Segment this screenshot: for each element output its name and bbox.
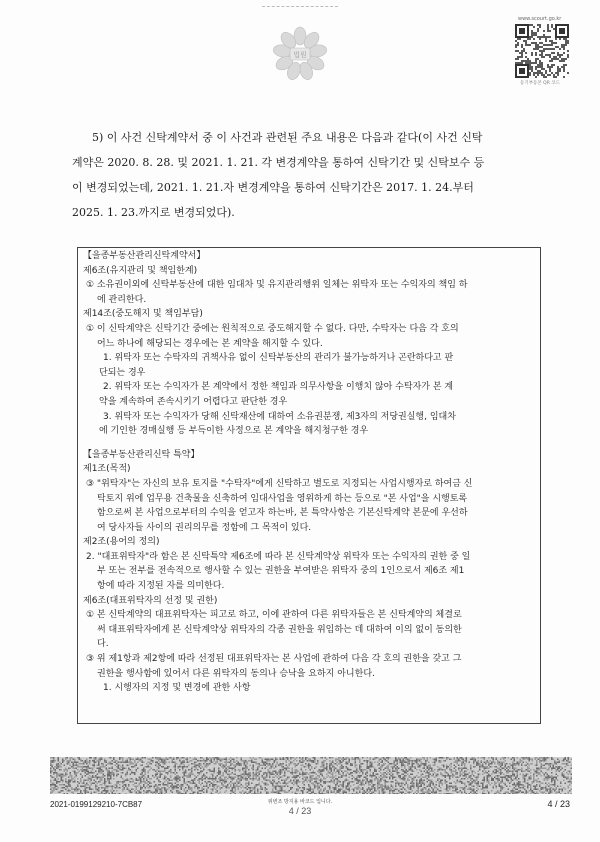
excerpt-line: 에 관리한다.: [97, 294, 147, 305]
excerpt-line: ① 본 신탁계약의 대표위탁자는 피고로 하고, 이에 관하여 다른 위탁자들은 본 신탁계약의 체결로: [86, 610, 462, 621]
excerpt-line: 탁토지 위에 업무용 건축물을 신축하여 임대사업을 영위하게 하는 등으로 "본 사업"을 시행토록: [97, 493, 468, 504]
contract-excerpt-box: [77, 247, 541, 724]
excerpt-line: 1. 위탁자 또는 수탁자의 귀책사유 없이 신탁부동산의 관리가 불가능하거나 곤란하다고 판: [103, 353, 454, 364]
document-id: 2021-0199129210-7CB87: [50, 800, 143, 809]
excerpt-line: 제2조(용어의 정의): [83, 537, 160, 548]
excerpt-line: 2. "대표위탁자"라 함은 본 신탁특약 제6조에 따라 본 신탁계약상 위탁자 또는 수익자의 권한 중 일: [86, 551, 471, 562]
excerpt-line: ③ "위탁자"는 자신의 보유 토지를 "수탁자"에게 신탁하고 별도로 지정되는 사업시행자로 하여금 신: [86, 478, 473, 489]
excerpt-line: 단되는 경우: [99, 367, 146, 378]
section-heading: 【을종부동산관리신탁계약서】: [83, 251, 206, 261]
excerpt-line: 여 당사자들 사이의 권리의무를 정함에 그 목적이 있다.: [97, 522, 312, 533]
excerpt-line: 3. 위탁자 또는 수익자가 당해 신탁재산에 대하여 소유권분쟁, 제3자의 저당권실행, 임대차: [103, 411, 456, 422]
paragraph-line: 2025. 1. 23.까지로 변경되었다).: [72, 206, 235, 219]
paragraph-line: 이 변경되었는데, 2021. 1. 21.자 변경계약을 통하여 신탁기간은 2017. 1. 24.부터: [72, 181, 474, 194]
excerpt-line: ① 소유권이외에 신탁부동산에 대한 임대차 및 유지관리행위 일체는 위탁자 또는 수익자의 책임 하: [86, 280, 468, 291]
top-edge-mark: [262, 6, 338, 7]
paragraph-line-text: 5) 이 사건 신탁계약서 중 이 사건과 관련된 주요 내용은 다음과 같다(이 사건 신탁: [92, 131, 483, 144]
qr-caption: 등기부등본 QR 코드: [520, 81, 560, 86]
excerpt-line: 항에 따라 지정된 자를 의미한다.: [97, 581, 225, 592]
excerpt-line: 에 기인한 경매실행 등 부득이한 사정으로 본 계약을 해지청구한 경우: [99, 426, 369, 437]
excerpt-line: 써 대표위탁자에게 본 신탁계약상 위탁자의 각종 권한을 위임하는 데 대하여 이의 없이 동의한: [97, 624, 462, 635]
excerpt-line: ① 이 신탁계약은 신탁기간 중에는 원칙적으로 중도해지할 수 없다. 다만, 수탁자는 다음 각 호의: [86, 323, 459, 334]
excerpt-line: ③ 위 제1항과 제2항에 따라 선정된 대표위탁자는 본 사업에 관하여 다음 각 호의 권한을 갖고 그: [86, 654, 462, 665]
excerpt-line: 부 또는 전부를 전속적으로 행사할 수 있는 권한을 부여받은 위탁자 중의 1인으로서 제6조 제1: [97, 566, 465, 577]
body-paragraph: [72, 125, 548, 225]
qr-code: [515, 24, 569, 78]
center-page-number: 4 / 23: [288, 806, 312, 816]
anti-forgery-barcode: [50, 757, 572, 794]
excerpt-line: 약을 계속하여 존속시키기 어렵다고 판단한 경우: [99, 396, 288, 407]
section-heading: 【을종부동산관리신탁 특약】: [83, 449, 200, 460]
court-emblem-icon: [268, 24, 332, 84]
page-number: 4 / 23: [547, 799, 570, 809]
excerpt-line: 제6조(유지관리 및 책임한계): [83, 265, 198, 276]
excerpt-line: 제6조(대표위탁자의 선정 및 권한): [83, 595, 218, 606]
paragraph-line: [72, 125, 548, 150]
paragraph-line: 계약은 2020. 8. 28. 및 2021. 1. 21. 각 변경계약을 통하여 신탁기간 및 신탁보수 등: [72, 156, 485, 169]
excerpt-line: [83, 439, 534, 448]
excerpt-line: 1. 시행자의 지정 및 변경에 관한 사항: [103, 683, 251, 694]
excerpt-line: 제14조(중도해지 및 책임부담): [83, 309, 203, 320]
excerpt-line: 권한을 행사함에 있어서 다른 위탁자의 동의나 승낙을 요하지 아니한다.: [97, 668, 375, 679]
qr-url: www.scourt.go.kr: [518, 16, 562, 22]
excerpt-line: 제1조(목적): [83, 464, 131, 475]
excerpt-line: 2. 위탁자 또는 수익자가 본 계약에서 정한 책임과 의무사항을 이행치 않아 수탁자가 본 계: [103, 382, 454, 393]
emblem-label: 법원: [293, 51, 307, 59]
barcode-note: 위변조 방지용 바코드 입니다.: [267, 799, 333, 805]
excerpt-line: 어느 하나에 해당되는 경우에는 본 계약을 해지할 수 있다.: [97, 338, 323, 349]
excerpt-line: 다.: [97, 639, 109, 650]
excerpt-line: 함으로써 본 사업으로부터의 수익을 얻고자 하는바, 본 특약사항은 기본신탁계약 본문에 우선하: [97, 508, 468, 519]
